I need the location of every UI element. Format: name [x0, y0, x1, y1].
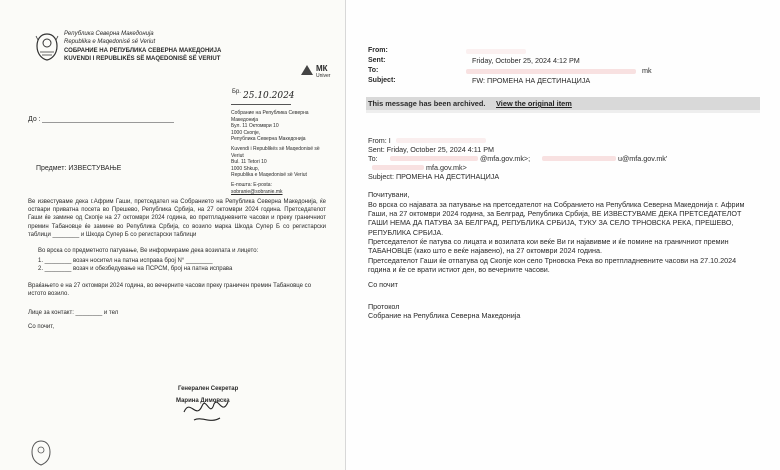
address-line: Е-пошта: Е-posta: [231, 181, 272, 188]
list-item-2: 2. ________ возач и обезбедување на ПСРСМ, број на патна исправа [38, 266, 233, 272]
address-line: Kuvendi i Republikës së Maqedonisë së [231, 145, 320, 152]
signature-scribble-icon [180, 390, 240, 426]
inner-to-label: To: [368, 154, 378, 163]
paragraph-2: Во врска со предметното патување, Ве информираме дека возилата и лицето: [38, 248, 259, 254]
inner-sent-line: Sent: Friday, October 25, 2024 4:11 PM [368, 145, 494, 154]
closing: Со почит [368, 280, 398, 289]
inner-from-line: From: I [368, 136, 391, 145]
from-label: From: [368, 47, 388, 54]
view-original-link[interactable]: View the original item [496, 99, 572, 108]
address-line: Bul. 11 Tetori 10 [231, 159, 267, 166]
inner-to-line-b: mfa.gov.mk> [426, 163, 467, 172]
to-value-suffix: mk [642, 66, 652, 75]
inner-to-addr-b: u@mfa.gov.mk' [618, 154, 668, 163]
header-line-4: KUVENDI I REPUBLIKËS SË MAQEDONISË SË VERIUT [64, 56, 221, 62]
coat-of-arms-icon [34, 32, 60, 62]
inner-subject-line: Subject: ПРОМЕНА НА ДЕСТИНАЦИЈА [368, 172, 500, 181]
address-line: Republika e Maqedonisë së Veriut [231, 172, 307, 179]
redaction [396, 138, 486, 143]
address-line: 1000 Shkup, [231, 165, 260, 172]
redaction [466, 69, 636, 74]
archived-text: This message has been archived. [368, 99, 486, 108]
corner-mark: МК [316, 64, 328, 73]
subject-value: FW: ПРОМЕНА НА ДЕСТИНАЦИЈА [472, 76, 591, 85]
right-email-page [346, 0, 780, 470]
bottom-seal-icon [30, 440, 52, 466]
sent-label: Sent: [368, 57, 386, 64]
do-label: До : [28, 116, 41, 123]
stamp-handwritten-date: 25.10.2024 [243, 91, 295, 101]
mk-logo-icon [300, 64, 314, 76]
contact-line: Лице за контакт: ________ и тел [28, 310, 119, 316]
address-block [231, 110, 320, 195]
signature-name: Марина Димовска [176, 398, 230, 404]
address-line: Македонија [231, 116, 259, 123]
body-paragraph-3: Претседателот Гаши ќе отпатува од Скопје кон село Трновска Река во претпладневните часови на 27.10.2024 година и ќе се врати истиот ден, во вечерните часови. [368, 256, 737, 275]
address-line: Бул. 11 Октомври 10 [231, 123, 279, 130]
address-line: Собрание на Република Северна [231, 110, 309, 116]
header-line-3: СОБРАНИЕ НА РЕПУБЛИКА СЕВЕРНА МАКЕДОНИЈА [64, 48, 222, 54]
to-label: To: [368, 67, 379, 74]
inner-to-addr-a: @mfa.gov.mk>; [480, 154, 531, 163]
sent-value: Friday, October 25, 2024 4:12 PM [472, 56, 580, 65]
subject-label: Subject: [368, 77, 396, 84]
redaction [542, 156, 616, 161]
list-item-1: 1. ________ возач носител на патна исправа број N° ________ [38, 258, 213, 264]
address-line: Република Северна Македонија [231, 136, 306, 143]
redaction [466, 49, 526, 54]
sign-line-1: Протокол [368, 302, 400, 311]
paragraph-return: Враќањето е на 27 октомври 2024 година, во вечерните часови преку граничен премин Табановце со истото возило. [28, 283, 312, 298]
address-line: Veriut [231, 152, 244, 159]
redaction [372, 165, 424, 170]
header-line-2: Republika e Maqedonisë së Veriut [64, 39, 156, 45]
closing-line: Со почит, [28, 324, 55, 330]
body-paragraph-2: Претседателот ќе патува со лицата и возилата кои веќе Ви ги најавивме и ќе помине на граничниот премин ТАБАНОВЦЕ (како што е веќе најавено), на 27 октомври 2024 година. [368, 237, 729, 256]
header-line-1: Република Северна Македонија [64, 31, 154, 37]
signature-title: Генерален Секретар [178, 386, 239, 392]
subject-line: Предмет: ИЗВЕСТУВАЊЕ [36, 165, 122, 172]
body-paragraph-1: Во врска со најавата за патување на претседателот на Собранието на Република Северна Македонија г. Африм Гаши, на 27 октомври 2024 година, за Белград, Република Србија, ВЕ ИЗВЕСТУВАМЕ ДЕКА ПРЕТСЕДАТЕЛОТ ГАШИ НЕМА ДА ПАТУВА ЗА БЕЛГРАД, РЕПУБЛИКА СРБИЈА, ТУКУ ЗА СЕЛО ТРНОВСКА РЕКА, ПРЕШЕВО, РЕПУБЛИКА СРБИЈА. [368, 200, 745, 237]
paragraph-1: Ве известуваме дека г.Африм Гаши, претседател на Собранието на Република Северна Македонија, ќе оствари приватна посета во Прешево, Република Србија, на 27 октомври 2024 година. Претседателот Гаши ќе замине од Скопје на 27 октомври 2024 година, во претпладневните часови и преку граничниот премин Табановце ќе замине во Република Србија, со возило марка Шкода Супер Б со регистарски таблици ________ и Шкода Супер Б со регистарски таблици [28, 199, 326, 238]
greeting: Почитувани, [368, 190, 410, 199]
address-line: 1000 Скопје, [231, 129, 261, 136]
left-letter-page [0, 0, 346, 470]
address-line: sobranie@sobranie.mk [231, 188, 283, 195]
sign-line-2: Собрание на Република Северна Македонија [368, 311, 521, 320]
corner-sub: Univer [316, 73, 331, 79]
redaction [390, 156, 478, 161]
stamp-label: Бр. [232, 89, 241, 95]
